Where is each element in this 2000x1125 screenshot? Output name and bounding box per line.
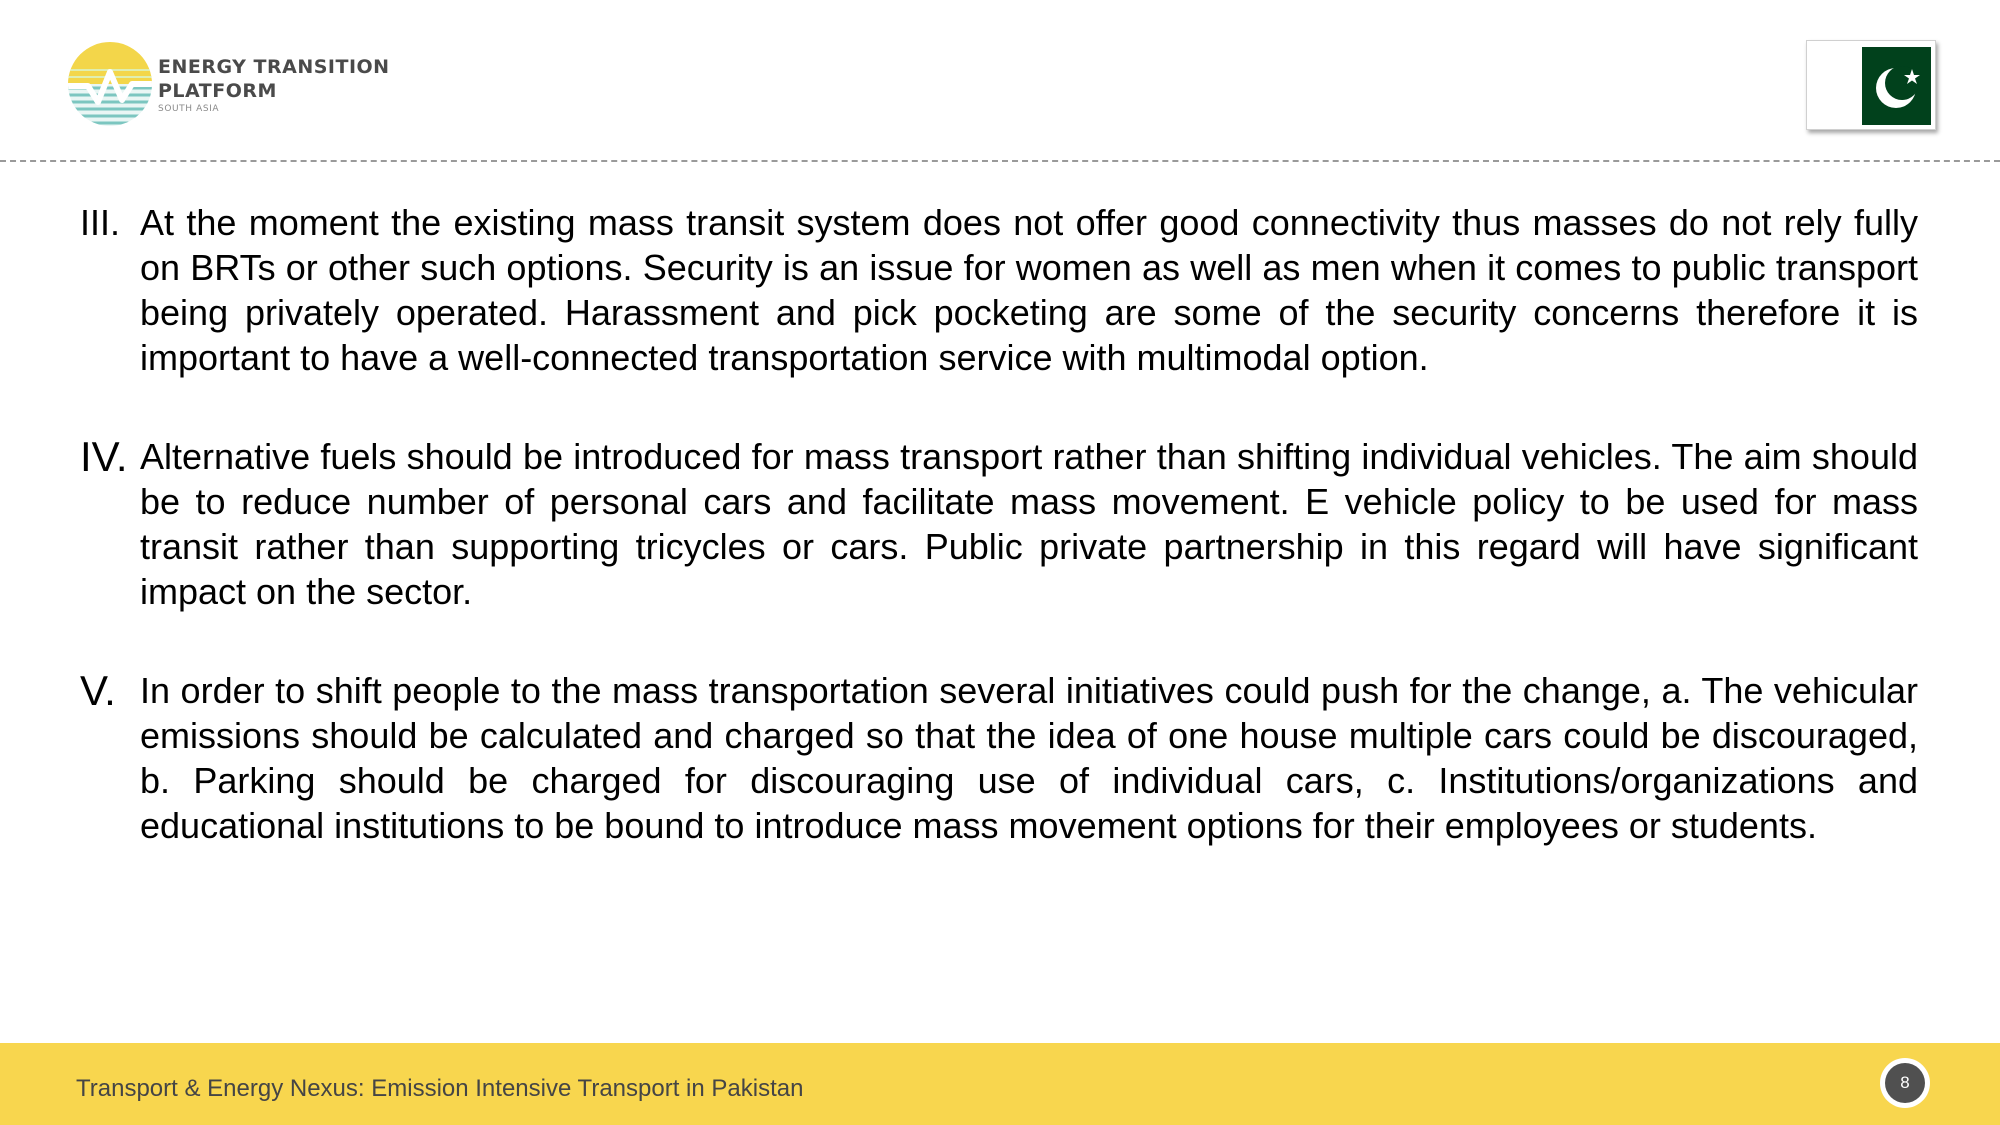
logo-title-line1: ENERGY TRANSITION bbox=[158, 56, 390, 78]
pakistan-flag-icon bbox=[1839, 47, 1931, 125]
header-divider bbox=[0, 160, 2000, 162]
logo-title-line2: PLATFORM bbox=[158, 80, 277, 102]
point-v bbox=[80, 668, 1918, 848]
slide-content bbox=[80, 200, 1918, 848]
point-numeral: IV. bbox=[80, 433, 128, 480]
point-iii bbox=[80, 200, 1918, 380]
point-numeral: III. bbox=[80, 202, 121, 243]
energy-transition-logo-icon bbox=[66, 40, 154, 128]
flag-frame bbox=[1806, 40, 1936, 130]
point-text: In order to shift people to the mass transportation several initiatives could push for the change, a. The vehicular emissions should be calculated and charged so that the idea of one house multiple cars could be discouraged, b. Parking should be charged for discouraging use of individual cars, c. Institutions/organizations and educational institutions to be bound to introduce mass movement options for their employees or students. bbox=[140, 670, 1918, 846]
page-number-badge bbox=[1880, 1058, 1930, 1108]
page-number: 8 bbox=[1885, 1063, 1925, 1103]
footer-title: Transport & Energy Nexus: Emission Intensive Transport in Pakistan bbox=[76, 1075, 804, 1102]
point-numeral: V. bbox=[80, 667, 116, 714]
logo-subtitle: SOUTH ASIA bbox=[158, 104, 220, 114]
point-text: Alternative fuels should be introduced for mass transport rather than shifting individual vehicles. The aim should be to reduce number of personal cars and facilitate mass movement. E vehicle policy to be used for mass transit rather than supporting tricycles or cars. Public private partnership in this regard will have significant impact on the sector. bbox=[140, 436, 1918, 612]
platform-logo bbox=[66, 38, 390, 130]
point-text: At the moment the existing mass transit system does not offer good connectivity thus masses do not rely fully on BRTs or other such options. Security is an issue for women as well as men when it comes to public transport being privately operated. Harassment and pick pocketing are some of the security concerns therefore it is important to have a well-connected transportation service with multimodal option. bbox=[140, 202, 1918, 378]
footer-bar bbox=[0, 1043, 2000, 1125]
point-iv bbox=[80, 434, 1918, 614]
